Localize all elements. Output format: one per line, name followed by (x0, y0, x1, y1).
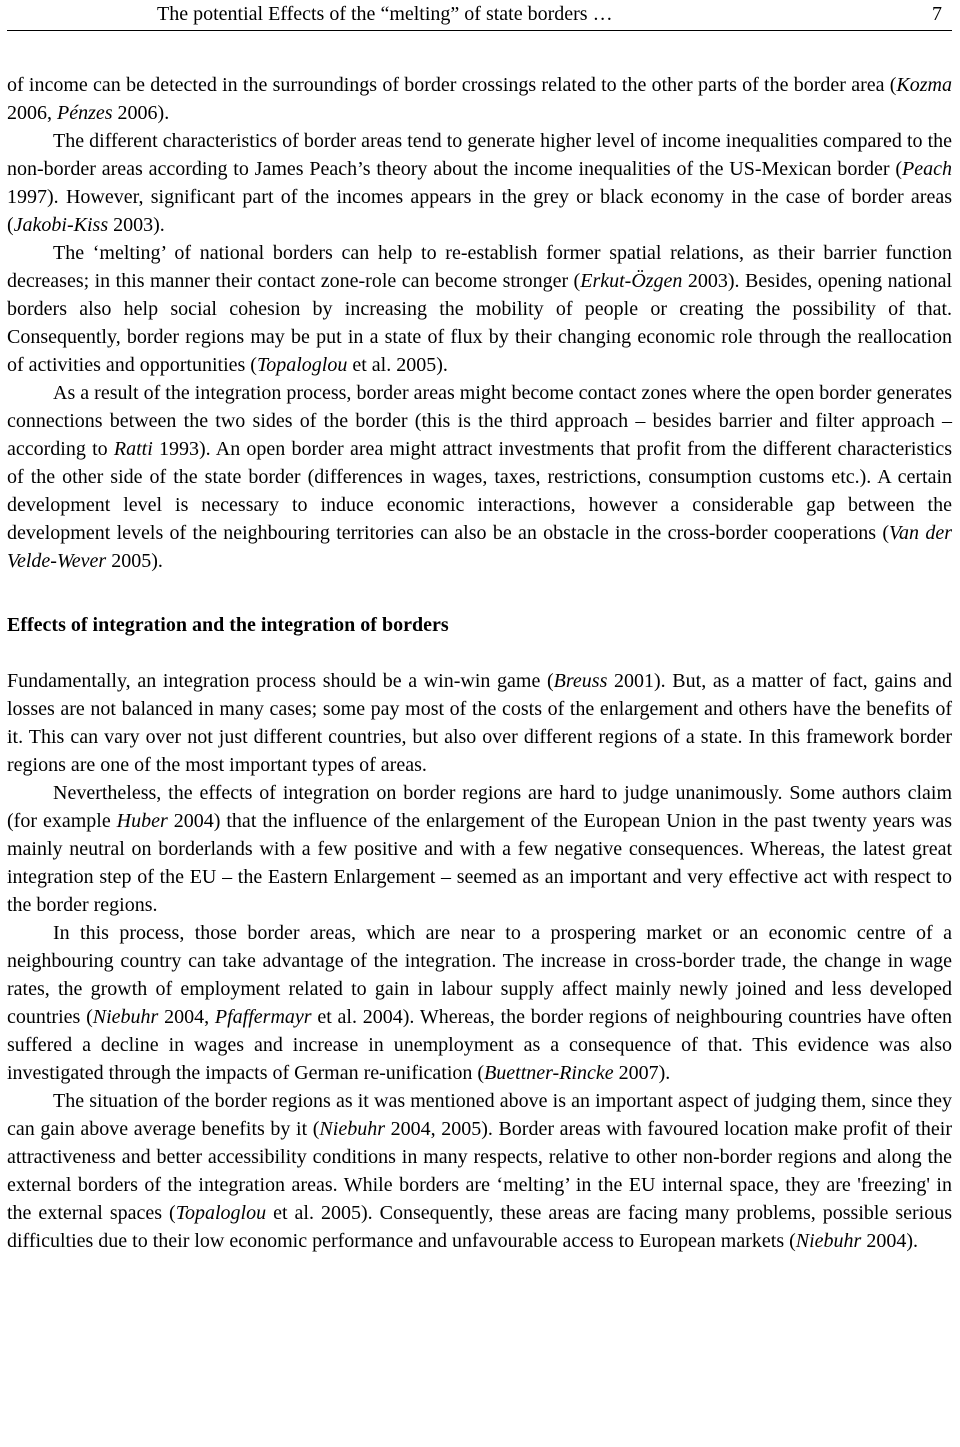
paragraph: The situation of the border regions as it was mentioned above is an important aspect of judging them, since they can gain above average benefits by it (Niebuhr 2004, 2005). Border areas with favoured location make profit of their attractiveness and better accessibility conditions in many respects, relative to other non-border regions and along the external borders of the integration areas. While borders are ‘melting’ in the EU internal space, they are 'freezing' in the external spaces (Topaloglou et al. 2005). Consequently, these areas are facing many problems, possible serious difficulties due to their low economic performance and unfavourable access to European markets (Niebuhr 2004). (7, 1090, 952, 1252)
cited-author: Jakobi-Kiss (13, 214, 109, 236)
running-header (7, 0, 952, 31)
cited-author: Huber (116, 810, 168, 832)
paragraph: Nevertheless, the effects of integration on border regions are hard to judge unanimously. Some authors claim (for example Huber 2004) that the influence of the enlargement of the European Union in the past twenty years was mainly neutral on borderlands with a few positive and with a few negative consequences. Whereas, the latest great integration step of the EU – the Eastern Enlargement – seemed as an important and very effective act with respect to the border regions. (7, 782, 952, 916)
cited-author: Ratti (113, 438, 153, 460)
cited-author: Van der Velde-Wever (7, 522, 952, 572)
paragraph: The ‘melting’ of national borders can help to re-establish former spatial relations, as their barrier function decreases; in this manner their contact zone-role can become stronger (Erkut-Özgen 2003). Besides, opening national borders also help social cohesion by increasing the mobility of people or creating the possibility of that. Consequently, border regions may be put in a state of flux by their changing economic role through the reallocation of activities and opportunities (Topaloglou et al. 2005). (7, 242, 953, 376)
cited-author: Pénzes (57, 102, 113, 124)
cited-author: Buettner-Rincke (484, 1062, 614, 1084)
document-body (7, 71, 952, 1255)
cited-author: Niebuhr (795, 1230, 862, 1252)
paragraph: Fundamentally, an integration process should be a win-win game (Breuss 2001). But, as a matter of fact, gains and losses are not balanced in many cases; some pay most of the costs of the enlargement and others have the benefits of it. This can vary over not just different countries, but also over different regions of a state. In this framework border regions are one of the most important types of areas. (7, 670, 953, 776)
cited-author: Breuss (553, 670, 608, 692)
cited-author: Niebuhr (319, 1118, 385, 1140)
paragraph: The different characteristics of border areas tend to generate higher level of income inequalities compared to the non-border areas according to James Peach’s theory about the income inequalities of the US-Mexican border (Peach 1997). However, significant part of the incomes appears in the grey or black economy in the case of border areas (Jakobi-Kiss 2003). (7, 130, 952, 236)
cited-author: Topaloglou (256, 354, 348, 376)
cited-author: Niebuhr (92, 1006, 159, 1028)
paragraph: of income can be detected in the surroundings of border crossings related to the other parts of the border area (Kozma 2006, Pénzes 2006). (7, 74, 952, 124)
section-heading: Effects of integration and the integration of borders (7, 614, 449, 636)
cited-author: Erkut-Özgen (580, 270, 683, 292)
cited-author: Pfaffermayr (214, 1006, 312, 1028)
paragraph: As a result of the integration process, border areas might become contact zones where the open border generates connections between the two sides of the border (this is the third approach – besides barrier and filter approach – according to Ratti 1993). An open border area might attract investments that profit from the different characteristics of the other side of the state border (differences in wages, taxes, restrictions, consumption customs etc.). A certain development level is necessary to induce economic interactions, however a considerable gap between the development levels of the neighbouring territories can also be an obstacle in the cross-border cooperations (Van der Velde-Wever 2005). (7, 382, 953, 572)
cited-author: Topaloglou (175, 1202, 267, 1224)
paragraph: In this process, those border areas, which are near to a prospering market or an economic centre of a neighbouring country can take advantage of the integration. The increase in cross-border trade, the change in wage rates, the growth of employment related to gain in labour supply affect mainly newly joined and less developed countries (Niebuhr 2004, Pfaffermayr et al. 2004). Whereas, the border regions of neighbouring countries have often suffered a decline in wages and increase in unemployment as a consequence of that. This evidence was also investigated through the impacts of German re-unification (Buettner-Rincke 2007). (7, 922, 953, 1084)
running-header-title: The potential Effects of the “melting” of state borders … (157, 3, 613, 25)
cited-author: Kozma (896, 74, 952, 96)
page-number: 7 (932, 3, 942, 25)
cited-author: Peach (902, 158, 952, 180)
